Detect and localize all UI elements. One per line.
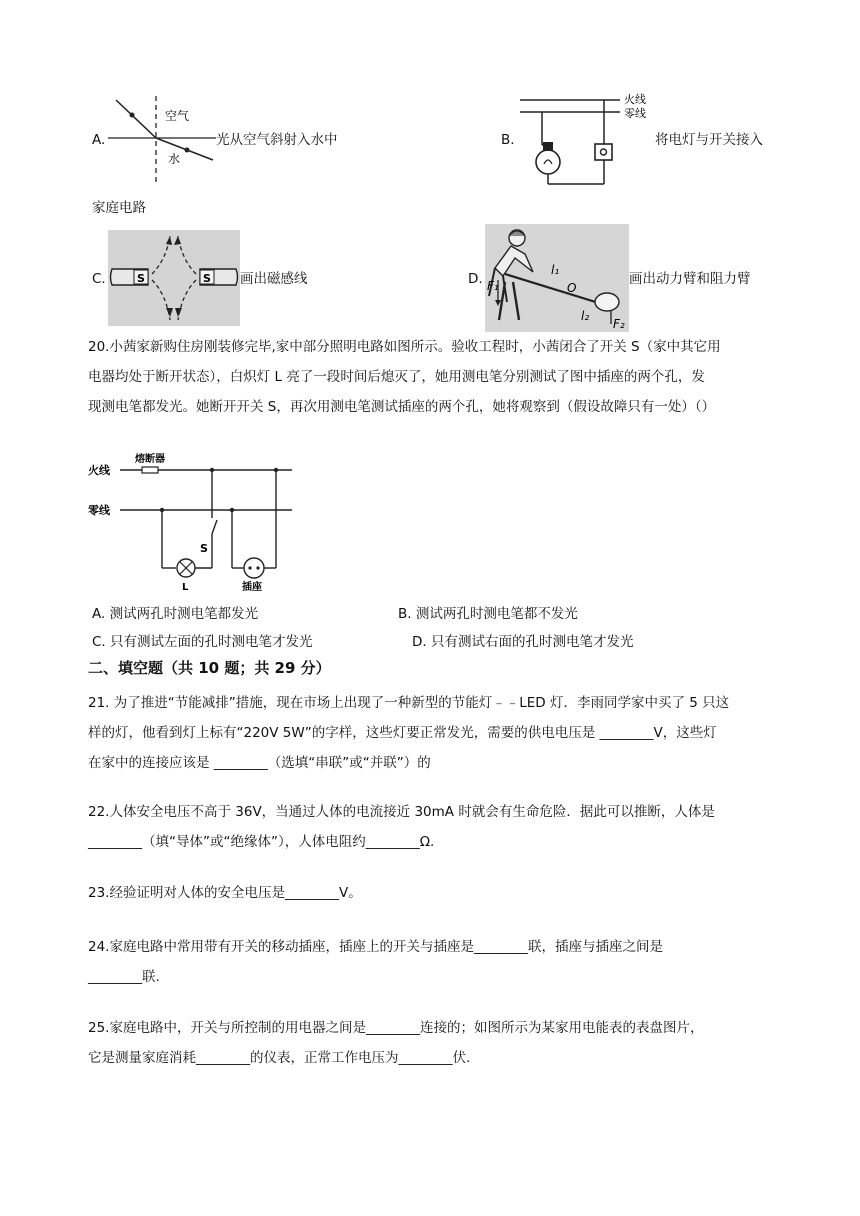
option-a-text: 光从空气斜射入水中 [216, 132, 338, 148]
neutral-wire-label: 零线 [88, 504, 110, 517]
q20-option-c: C. 只有测试左面的孔时测电笔才发光 [92, 634, 313, 650]
arm-l2-label: l₂ [581, 309, 590, 323]
question-21: 21. 为了推进“节能减排”措施，现在市场上出现了一种新型的节能灯﹣﹣LED 灯．李雨同学家中买了 5 只这 样的灯，他看到灯上标有“220V 5W”的字样，这些灯要正常发光，需要的供电电压是 ________V，这些灯 在家中的连接应该是 ________（选填“串联”或“并联”）的 [88, 695, 730, 771]
live-wire-label: 火线 [88, 464, 110, 477]
air-label: 空气 [165, 109, 190, 123]
q20-option-d: D. 只有测试右面的孔时测电笔才发光 [412, 634, 634, 650]
question-23: 23.经验证明对人体的安全电压是________V。 [88, 885, 362, 901]
magnet-field-figure [108, 230, 240, 326]
live-wire-label: 火线 [624, 93, 646, 106]
question-22: 22.人体安全电压不高于 36V，当通过人体的电流接近 30mA 时就会有生命危险．据此可以推断，人体是 ________（填“导体”或“绝缘体”），人体电阻约________Ω. [88, 804, 715, 850]
fuse-symbol [142, 467, 158, 473]
lever-figure [485, 224, 629, 332]
question-20-stem: 20.小茜家新购住房刚装修完毕,家中部分照明电路如图所示。验收工程时，小茜闭合了开关 S（家中其它用 电器均处于断开状态），白炽灯 L 亮了一段时间后熄灭了，她用测电笔分别测试了图中插座的两个孔，发 现测电笔都发光。她断开开关 S，再次用测电笔测试插座的两个孔，她将观察到（假设故障只有一处）（） [88, 339, 721, 415]
option-d-label: D. [468, 271, 483, 287]
magnet-left-pole: S [137, 272, 145, 285]
refraction-figure [108, 96, 220, 186]
option-b-text: 将电灯与开关接入 [655, 132, 763, 148]
fuse-label: 熔断器 [135, 454, 165, 465]
option-a-label: A. [92, 132, 106, 148]
lamp-label: L [182, 582, 189, 593]
force-f2-label: F₂ [613, 317, 625, 331]
socket-symbol [244, 558, 264, 578]
magnet-right-pole: S [203, 272, 211, 285]
q20-option-a: A. 测试两孔时测电笔都发光 [92, 606, 259, 622]
neutral-wire-label: 零线 [624, 107, 646, 120]
switch-label: S [200, 542, 208, 555]
option-b-text-cont: 家庭电路 [92, 200, 146, 216]
q20-option-b: B. 测试两孔时测电笔都不发光 [398, 606, 578, 622]
switch-symbol [212, 520, 217, 534]
pivot-o-label: O [567, 281, 577, 295]
lamp-switch-figure [518, 90, 658, 188]
section-title: 二、填空题（共 10 题；共 29 分） [88, 659, 331, 677]
arm-l1-label: l₁ [551, 263, 560, 277]
force-f1-label: F₁ [487, 279, 499, 293]
question-24: 24.家庭电路中常用带有开关的移动插座，插座上的开关与插座是________联，插座与插座之间是 ________联. [88, 939, 663, 985]
option-b-label: B. [501, 132, 515, 148]
option-c-label: C. [92, 271, 106, 287]
circuit-diagram [80, 448, 300, 594]
option-c-text: 画出磁感线 [240, 271, 308, 287]
water-label: 水 [168, 152, 181, 166]
option-d-text: 画出动力臂和阻力臂 [629, 271, 751, 287]
socket-label: 插座 [242, 582, 262, 593]
question-25: 25.家庭电路中，开关与所控制的用电器之间是________连接的；如图所示为某家用电能表的表盘图片， 它是测量家庭消耗________的仪表，正常工作电压为________伏. [88, 1020, 704, 1066]
